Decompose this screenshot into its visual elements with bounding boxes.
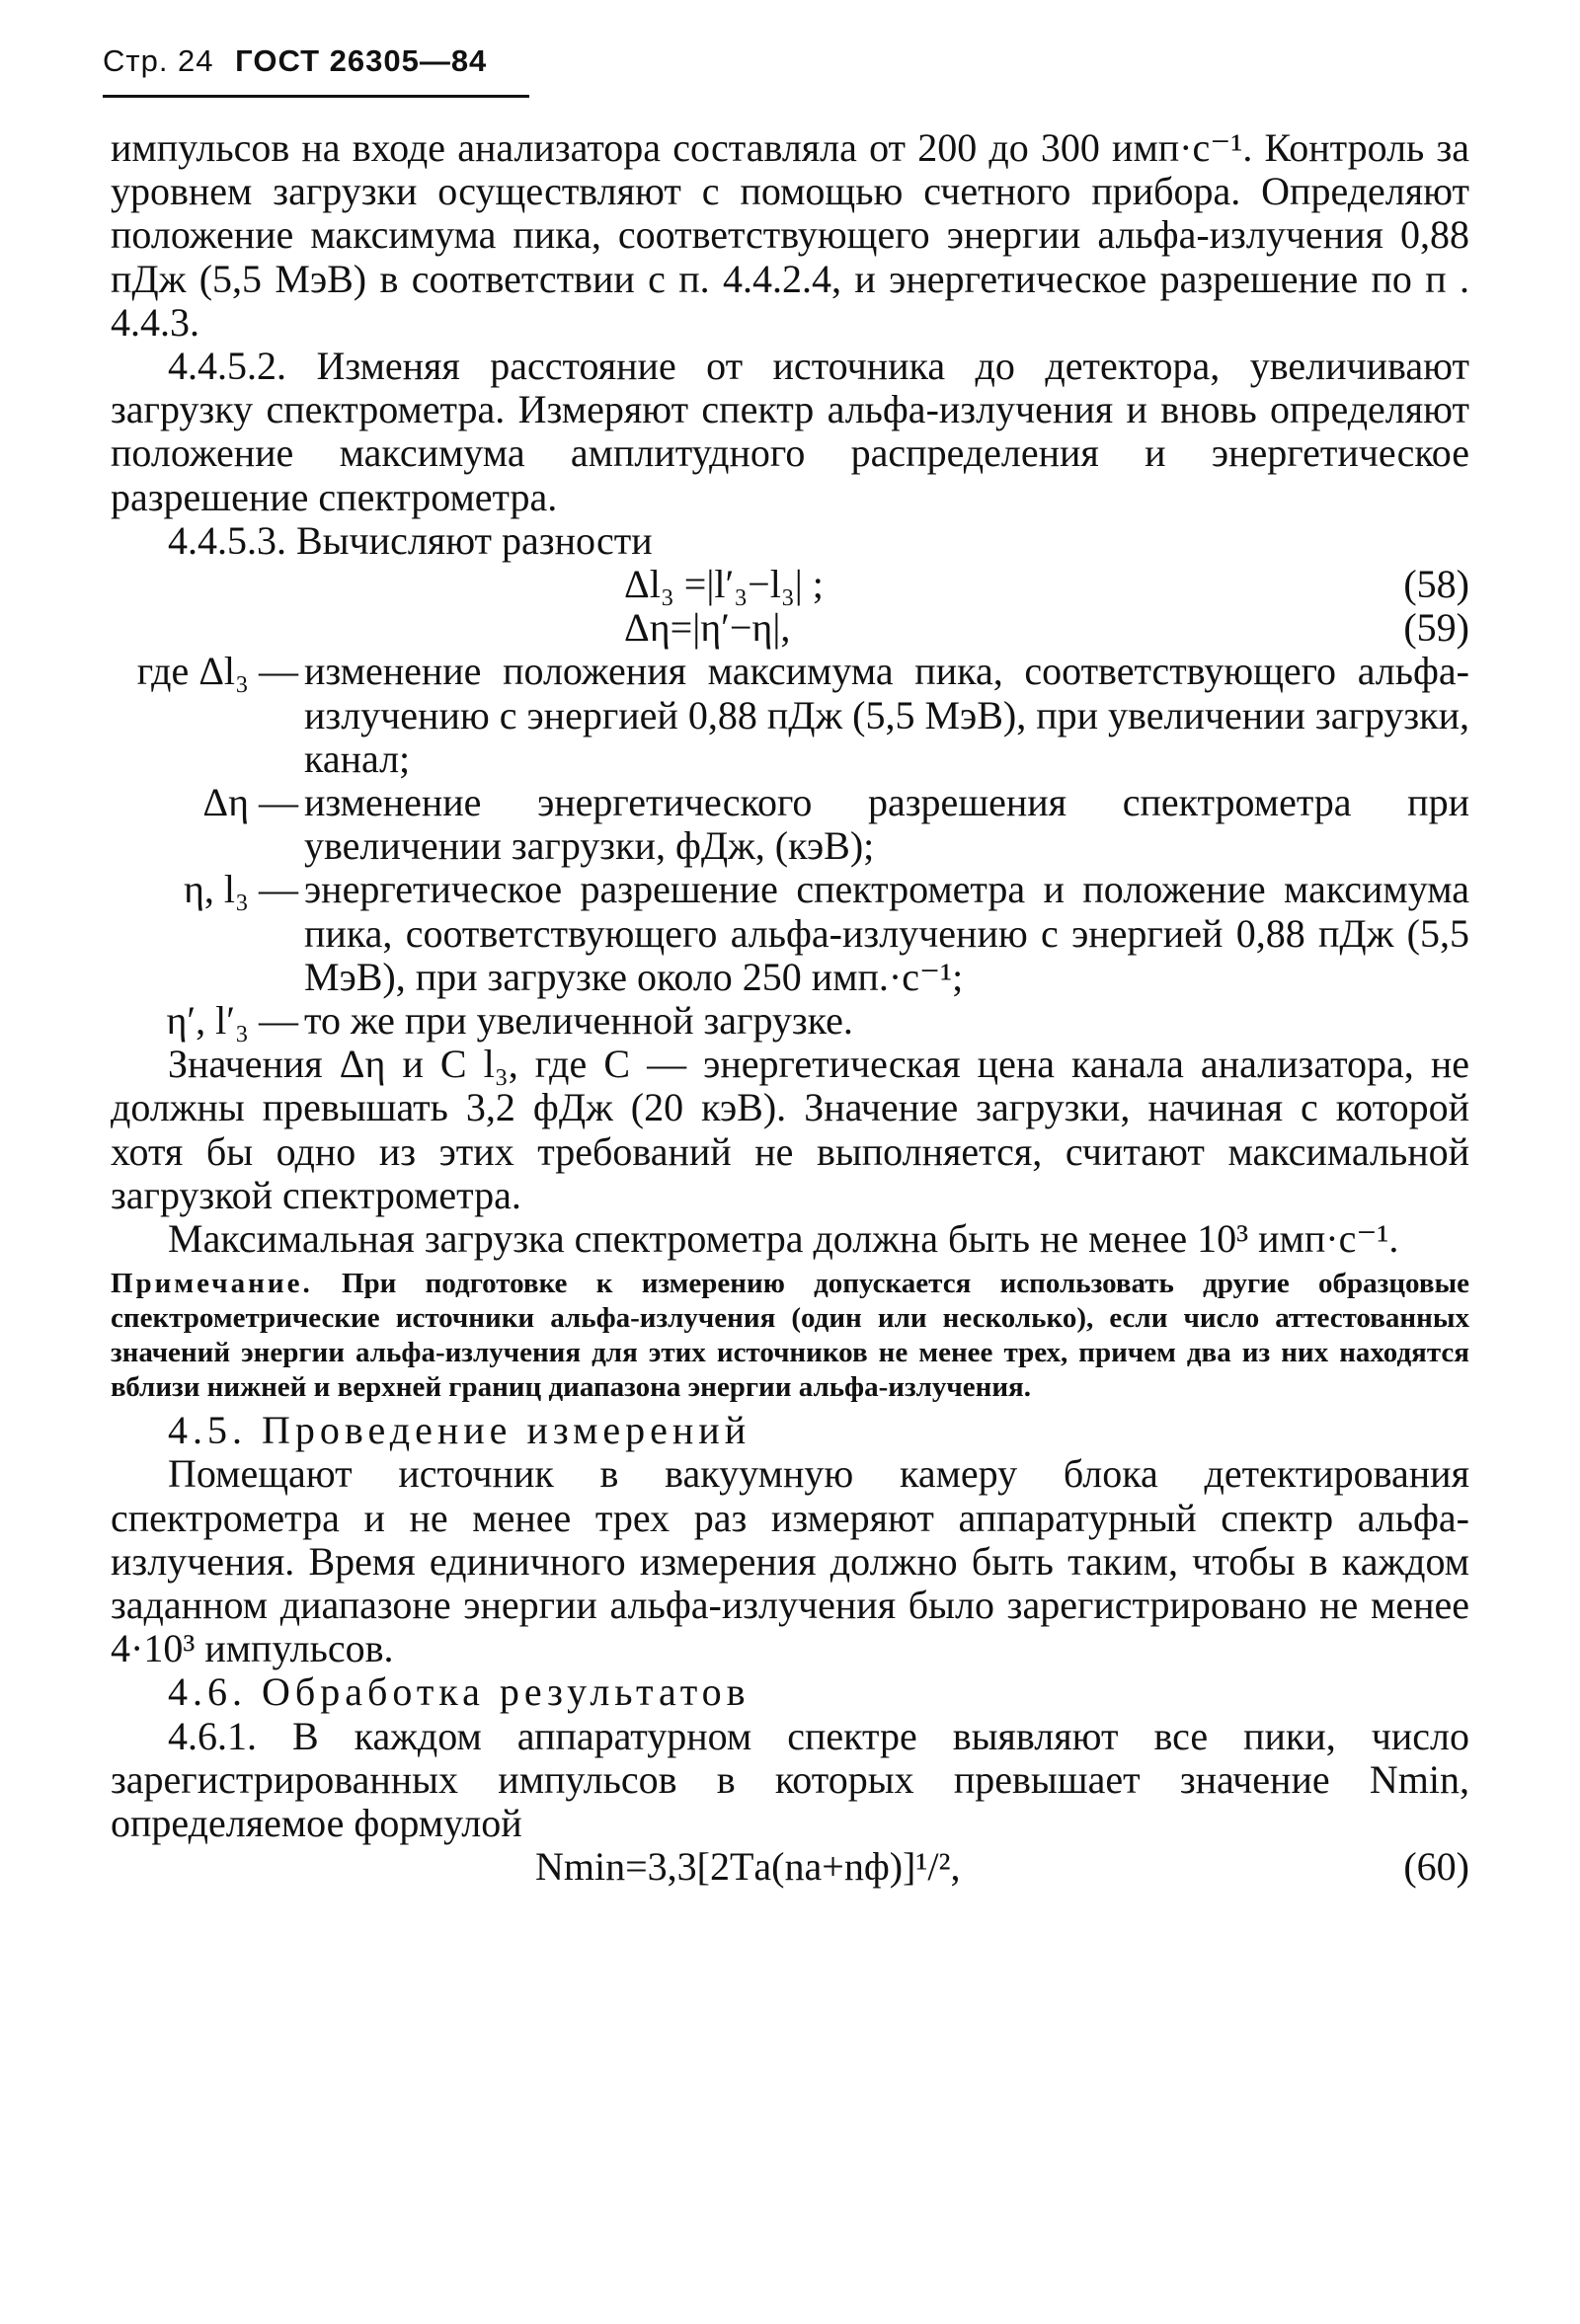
paragraph-values: Значения Δη и C l₃, где C — энергетическая цена канала анализатора, не должны превышать 3,2 фДж (20 кэВ). Значение загрузки, начиная с которой хотя бы одно из этих требований не выполняется, считают максимальной загрузкой спектрометра.: [111, 1042, 1469, 1217]
section-4-6-title: 4.6. Обработка результатов: [168, 1669, 750, 1715]
definition-item: [111, 781, 1469, 868]
definition-text: изменение энергетического разрешения спектрометра при увеличении загрузки, фДж, (кэВ);: [304, 780, 1469, 869]
equation-59: [111, 606, 1469, 650]
standard-code: ГОСТ 26305—84: [235, 43, 488, 78]
paragraph-4-4-5-3: 4.4.5.3. Вычисляют разности: [168, 517, 653, 563]
page-header: [103, 43, 487, 79]
equation-60-formula: Nmin=3,3[2Tа(nа+nф)]¹/²,: [535, 1844, 961, 1890]
equation-60: [111, 1845, 1469, 1889]
section-4-5-title: 4.5. Проведение измерений: [168, 1408, 751, 1453]
definition-item: [111, 650, 1469, 781]
note-text: При подготовке к измерению допускается использовать другие образцовые спектрометрические источники альфа-излучения (один или несколько), если число аттестованных значений энергии альфа-излучения для этих источников не менее трех, причем два из них находятся вблизи нижней и верхней границ диапазона энергии альфа-излучения.: [111, 1268, 1470, 1404]
document-body: [111, 126, 1469, 1889]
definition-item: [111, 999, 1469, 1043]
page-number: Стр. 24: [103, 43, 214, 78]
definition-text: изменение положения максимума пика, соответствующего альфа-излучению с энергией 0,88 пДж (5,5 МэВ), при увеличении загрузки, канал;: [304, 649, 1469, 781]
equation-58: [111, 563, 1469, 606]
note-block: [111, 1267, 1469, 1405]
definition-item: [111, 868, 1469, 999]
paragraph-max-load: Максимальная загрузка спектрометра должна быть не менее 10³ имп·с⁻¹.: [168, 1216, 1399, 1262]
definition-text: энергетическое разрешение спектрометра и положение максимума пика, соответствующего альфа-излучению с энергией 0,88 пДж (5,5 МэВ), при загрузке около 250 имп.·с⁻¹;: [304, 867, 1469, 999]
equation-59-number: (59): [1403, 605, 1469, 651]
paragraph-continuation: импульсов на входе анализатора составляла от 200 до 300 имп·с⁻¹. Контроль за уровнем загрузки осуществляют с помощью счетного прибора. Определяют положение максимума пика, соответствующего энергии альфа-излучения 0,88 пДж (5,5 МэВ) в соответствии с п. 4.4.2.4, и энергетическое разрешение по п . 4.4.3.: [111, 125, 1469, 345]
equation-58-formula: Δl₃ =|l′₃−l₃| ;: [624, 562, 824, 607]
equation-59-formula: Δη=|η′−η|,: [624, 605, 791, 651]
definition-symbol: η, l₃ —: [184, 867, 298, 912]
paragraph-4-4-5-2: 4.4.5.2. Изменяя расстояние от источника до детектора, увеличивают загрузку спектрометра. Измеряют спектр альфа-излучения и вновь определяют положение максимума амплитудного распределения и энергетическое разрешение спектрометра.: [111, 344, 1469, 519]
equation-58-number: (58): [1403, 562, 1469, 607]
section-4-5-text: Помещают источник в вакуумную камеру блока детектирования спектрометра и не менее трех раз измеряют аппаратурный спектр альфа-излучения. Время единичного измерения должно быть таким, чтобы в каждом заданном диапазоне энергии альфа-излучения было зарегистрировано не менее 4·10³ импульсов.: [111, 1451, 1469, 1671]
header-rule: [103, 95, 529, 98]
definition-symbol: Δη —: [202, 780, 298, 825]
section-4-6-1-text: 4.6.1. В каждом аппаратурном спектре выявляют все пики, число зарегистрированных импульсов в которых превышает значение Nmin, определяемое формулой: [111, 1713, 1469, 1846]
definition-symbol: где Δl₃ —: [136, 649, 298, 694]
note-label: Примечание.: [111, 1268, 313, 1300]
definition-text: то же при увеличенной загрузке.: [304, 998, 853, 1044]
equation-60-number: (60): [1403, 1844, 1469, 1890]
definitions-list: [111, 650, 1469, 1043]
definition-symbol: η′, l′₃ —: [166, 998, 298, 1044]
